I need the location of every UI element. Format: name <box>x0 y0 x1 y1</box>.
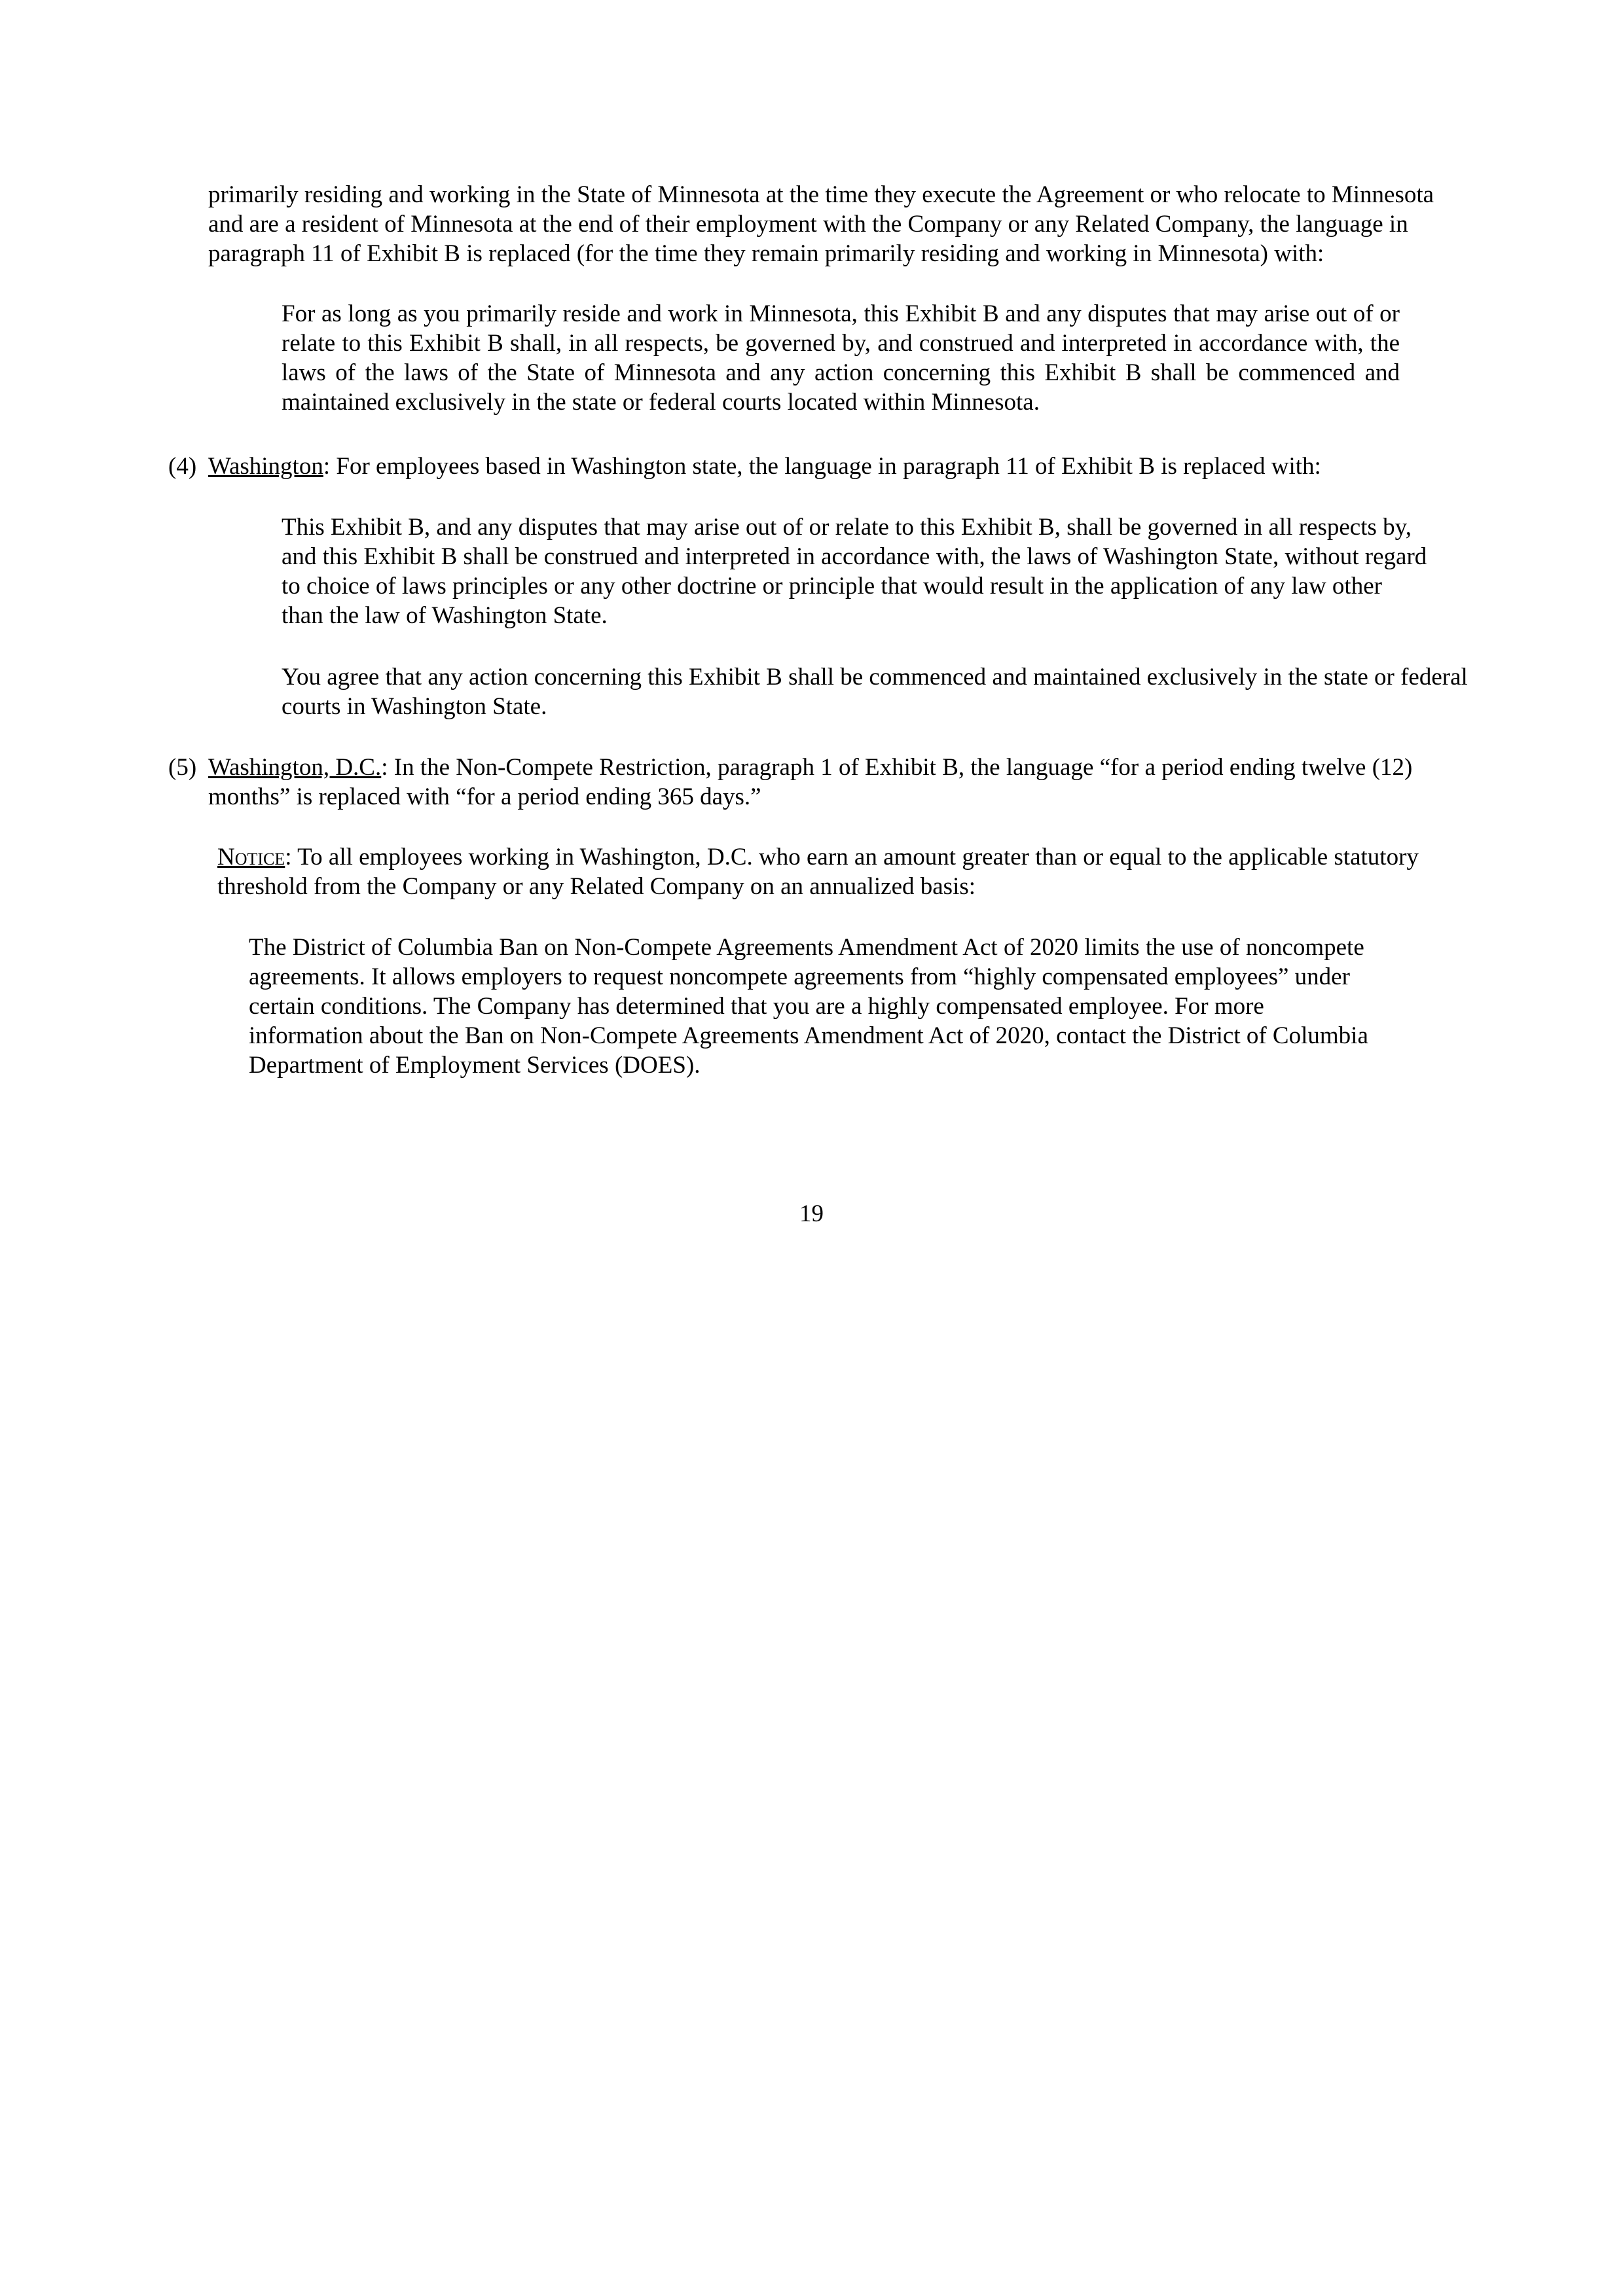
washington-quote-line: than the law of Washington State. <box>282 602 608 629</box>
intro-line: and are a resident of Minnesota at the end of their employment with the Company or any Related Company, the language in <box>208 211 1408 238</box>
page-number: 19 <box>799 1200 824 1227</box>
notice-line-2: threshold from the Company or any Related Company on an annualized basis: <box>217 873 976 900</box>
item-4-paragraph <box>208 452 1544 481</box>
dc-quote <box>249 933 1545 1080</box>
item-5-text: : In the Non-Compete Restriction, paragraph 1 of Exhibit B, the language “for a period ending twelve (12) <box>381 754 1413 781</box>
dc-quote-line: The District of Columbia Ban on Non-Compete Agreements Amendment Act of 2020 limits the use of noncompete <box>249 934 1364 961</box>
dc-quote-line: agreements. It allows employers to request noncompete agreements from “highly compensated employees” under <box>249 963 1350 990</box>
minnesota-quote-text: For as long as you primarily reside and work in Minnesota, this Exhibit B and any disputes that may arise out of or relate to this Exhibit B shall, in all respects, be governed by, and construed and interpreted in accordance with, the laws of the laws of the State of Minnesota and any action concerning this Exhibit B shall be commenced and maintained exclusively in the state or federal courts located within Minnesota. <box>282 300 1400 416</box>
dc-quote-line: Department of Employment Services (DOES). <box>249 1052 701 1079</box>
item-5-number: (5) <box>168 754 197 781</box>
item-4-heading: Washington <box>208 453 323 480</box>
intro-line: paragraph 11 of Exhibit B is replaced (for the time they remain primarily residing and working in Minnesota) with: <box>208 240 1324 267</box>
item-4-text: : For employees based in Washington state, the language in paragraph 11 of Exhibit B is replaced with: <box>323 453 1321 480</box>
washington-quote-line: You agree that any action concerning this Exhibit B shall be commenced and maintained exclusively in the state or federal <box>282 664 1468 691</box>
item-5-heading: Washington, D.C. <box>208 754 382 781</box>
notice-paragraph <box>217 842 1546 901</box>
washington-quote-line: and this Exhibit B shall be construed and interpreted in accordance with, the laws of Washington State, without regard <box>282 543 1427 570</box>
item-5-line-1 <box>208 753 1544 782</box>
washington-quote-line: This Exhibit B, and any disputes that may arise out of or relate to this Exhibit B, shall be governed in all respects by, <box>282 514 1412 541</box>
washington-quote-line: courts in Washington State. <box>282 693 547 720</box>
intro-line: primarily residing and working in the State of Minnesota at the time they execute the Agreement or who relocate to Minnesota <box>208 181 1434 208</box>
washington-quote-line: to choice of laws principles or any other doctrine or principle that would result in the application of any law other <box>282 573 1382 600</box>
item-5-paragraph <box>208 753 1544 812</box>
washington-quote-2 <box>282 662 1604 721</box>
intro-paragraph <box>208 180 1531 268</box>
item-4-number: (4) <box>168 453 197 480</box>
washington-quote-1 <box>282 512 1565 630</box>
item-5-line-2: months” is replaced with “for a period ending 365 days.” <box>208 783 761 810</box>
notice-line-1 <box>217 842 1546 872</box>
dc-quote-line: certain conditions. The Company has determined that you are a highly compensated employee. For more <box>249 993 1264 1020</box>
notice-label: Notice <box>217 844 285 870</box>
minnesota-quote <box>282 299 1400 417</box>
dc-quote-line: information about the Ban on Non-Compete Agreements Amendment Act of 2020, contact the District of Columbia <box>249 1022 1368 1049</box>
notice-text: : To all employees working in Washington, D.C. who earn an amount greater than or equal to the applicable statutory <box>285 844 1419 870</box>
